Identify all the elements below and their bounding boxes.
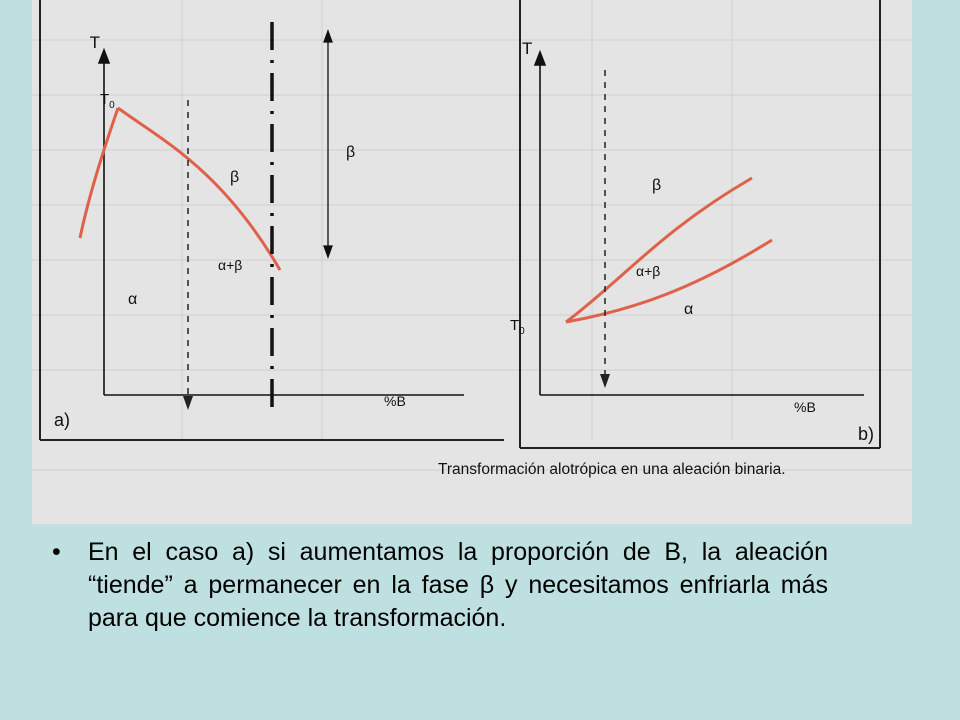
panel-a-panel-label: a) [54, 410, 71, 430]
background-texture [32, 0, 912, 470]
panel-a-beta-range-arrow [324, 31, 332, 257]
panel-a-beta-curve [118, 108, 280, 270]
panel-b-axes [535, 52, 864, 395]
panel-b-alpha-label: α [684, 301, 694, 318]
panel-a-arrow-label: β [346, 144, 356, 161]
panel-a-x-axis-label: %B [384, 393, 406, 409]
phase-diagram-figure [32, 0, 912, 524]
panel-b-x-axis-label: %B [794, 399, 816, 415]
panel-a-alpha-label: α [128, 291, 138, 308]
panel-b-alpha-beta-label: α+β [636, 263, 661, 279]
figure-caption: Transformación alotrópica en una aleación binaria. [438, 461, 786, 478]
panel-a-t0-label: $T_0$ [100, 91, 115, 111]
bullet-symbol: • [52, 538, 61, 566]
panel-a-y-axis-label: T [89, 33, 100, 52]
panel-a-axes [99, 50, 464, 395]
diagram-svg [32, 0, 912, 524]
panel-b-y-axis-label: T [522, 39, 533, 58]
panel-b-beta-label: β [652, 177, 662, 194]
panel-b-panel-label: b) [858, 424, 875, 444]
panel-a-alpha-curve [80, 108, 118, 238]
panel-b-alpha-curve [566, 240, 772, 322]
panel-b-beta-curve [566, 178, 752, 322]
bullet-text: En el caso a) si aumentamos la proporción de B, la aleación “tiende” a permanecer en la fase β y necesitamos enfriarla más para que comience la transformación. [88, 538, 828, 632]
panel-b-cooling-arrow [600, 70, 610, 388]
figure-frame [40, 0, 880, 448]
panel-b-t0-label: $T_0$ [510, 317, 525, 337]
panel-a-cooling-arrow [183, 100, 193, 410]
panel-a-beta-label: β [230, 169, 240, 186]
panel-a-alpha-beta-label: α+β [218, 257, 243, 273]
